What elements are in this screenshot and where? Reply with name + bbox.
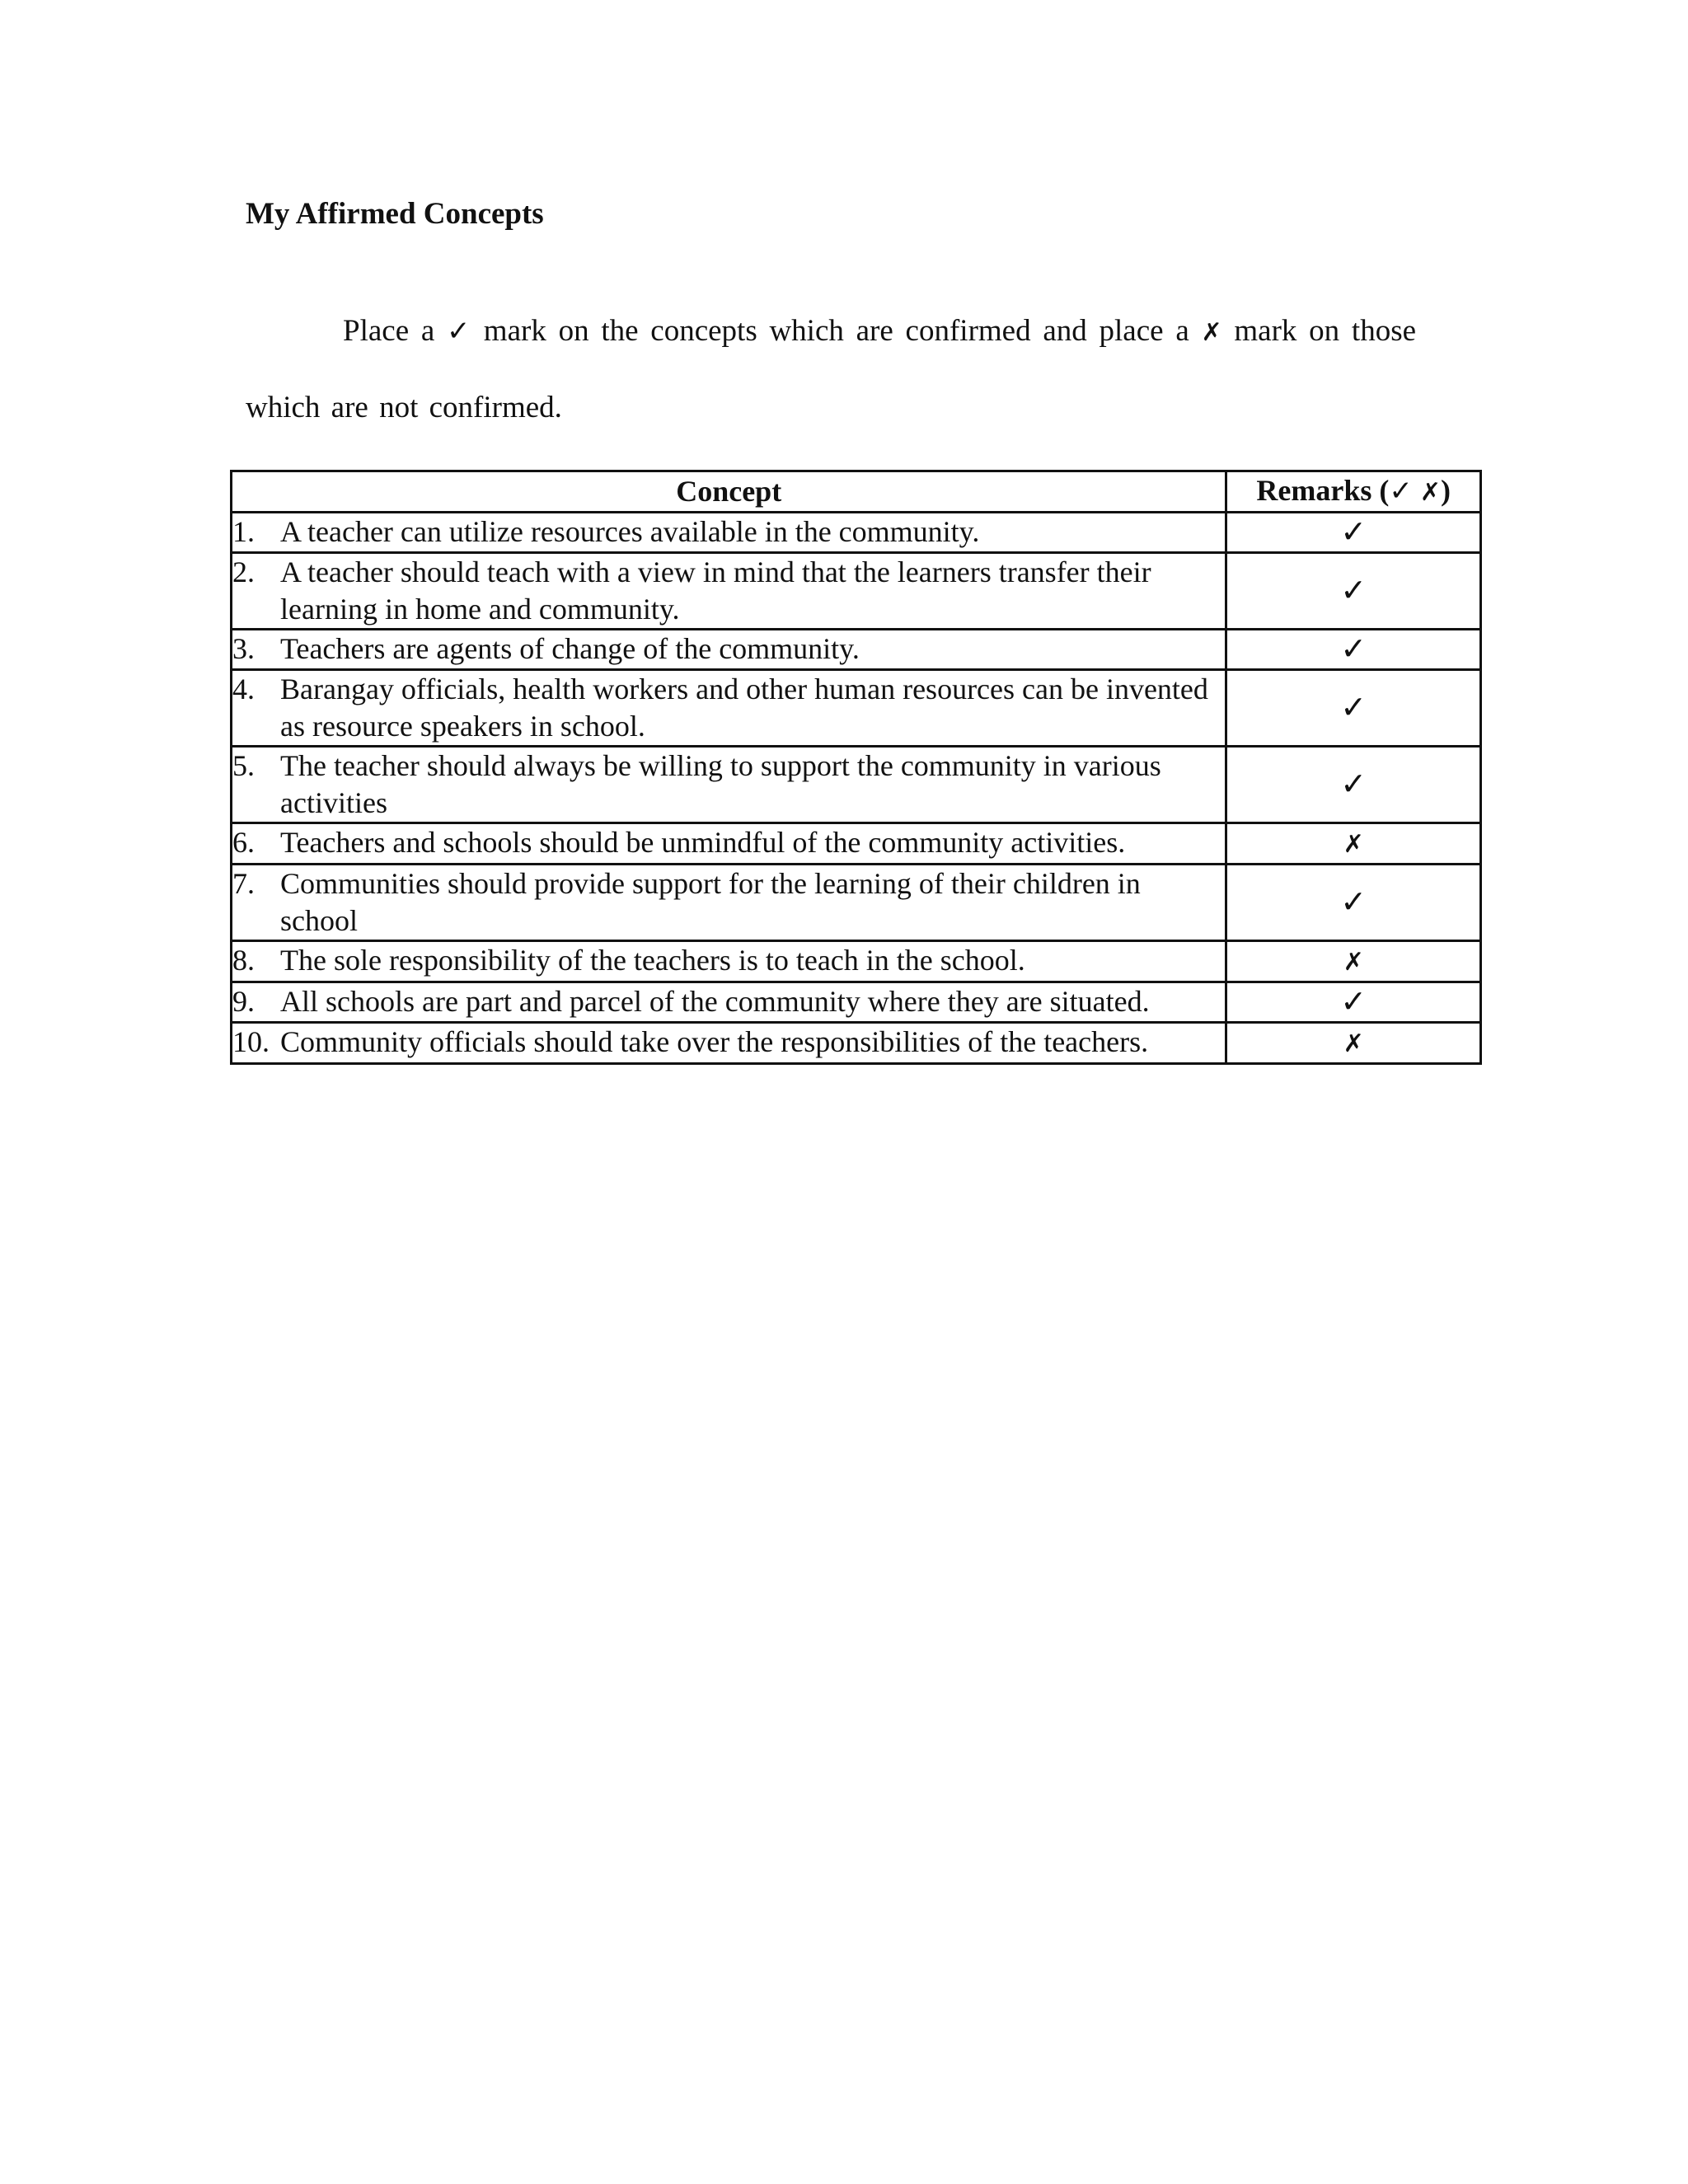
concept-cell <box>232 982 1226 1023</box>
table-row <box>232 747 1481 823</box>
concept-number: 3. <box>232 632 255 665</box>
instruction-text-2: mark on the concepts which are confirmed and place a <box>483 314 1189 348</box>
concept-text: The teacher should always be willing to support the community in various activities <box>280 749 1161 819</box>
remark-cell <box>1226 941 1481 982</box>
cross-mark-icon: ✗ <box>1201 318 1222 347</box>
check-mark-icon: ✓ <box>1340 983 1367 1019</box>
concept-number: 1. <box>232 515 255 548</box>
instruction-text-3: mark on those which are not confirmed. <box>246 314 1417 424</box>
concept-item <box>232 824 1225 861</box>
concept-column-header: Concept <box>232 471 1226 513</box>
check-mark-icon: ✓ <box>1340 766 1367 802</box>
remark-cell <box>1226 865 1481 941</box>
concept-text: Teachers and schools should be unmindful of the community activities. <box>280 826 1126 859</box>
concept-number: 7. <box>232 867 255 900</box>
table-row <box>232 941 1481 982</box>
instructions-paragraph <box>246 293 1416 445</box>
check-mark-icon: ✓ <box>1340 572 1367 608</box>
check-mark-icon: ✓ <box>447 315 472 348</box>
remark-cell <box>1226 630 1481 670</box>
concept-cell <box>232 1023 1226 1064</box>
table-row <box>232 553 1481 630</box>
check-mark-icon: ✓ <box>1389 475 1413 508</box>
concept-number: 9. <box>232 985 255 1018</box>
concept-cell <box>232 670 1226 747</box>
concept-cell <box>232 630 1226 670</box>
concept-item <box>232 983 1225 1020</box>
concept-item <box>232 942 1225 979</box>
table-row <box>232 823 1481 865</box>
concept-item <box>232 630 1225 668</box>
concept-cell <box>232 553 1226 630</box>
concept-text: All schools are part and parcel of the community where they are situated. <box>280 985 1150 1018</box>
cross-mark-icon: ✗ <box>1343 1029 1364 1058</box>
concept-item <box>232 1024 1225 1061</box>
concept-cell <box>232 941 1226 982</box>
table-header-row <box>232 471 1481 513</box>
cross-mark-icon: ✗ <box>1419 478 1441 507</box>
concept-number: 2. <box>232 555 255 588</box>
concept-cell <box>232 513 1226 553</box>
concept-item <box>232 671 1225 745</box>
remark-cell <box>1226 823 1481 865</box>
remarks-header-label: Remarks ( <box>1256 474 1390 507</box>
remark-cell <box>1226 670 1481 747</box>
concept-number: 10. <box>232 1025 270 1058</box>
concepts-table <box>230 470 1482 1065</box>
concept-number: 6. <box>232 826 255 859</box>
concept-item <box>232 513 1225 551</box>
concept-cell <box>232 747 1226 823</box>
check-mark-icon: ✓ <box>1340 513 1367 550</box>
remark-cell <box>1226 513 1481 553</box>
concept-text: A teacher should teach with a view in mind that the learners transfer their learning in home and community. <box>280 555 1151 626</box>
remark-cell <box>1226 1023 1481 1064</box>
concept-text: The sole responsibility of the teachers is to teach in the school. <box>280 944 1025 977</box>
concept-number: 4. <box>232 673 255 705</box>
table-row <box>232 865 1481 941</box>
concept-cell <box>232 865 1226 941</box>
check-mark-icon: ✓ <box>1340 883 1367 920</box>
concept-text: Barangay officials, health workers and other human resources can be invented as resource speakers in school. <box>280 673 1208 743</box>
remarks-header-close: ) <box>1441 474 1451 507</box>
remark-cell <box>1226 553 1481 630</box>
table-row <box>232 630 1481 670</box>
concept-item <box>232 748 1225 822</box>
cross-mark-icon: ✗ <box>1343 948 1364 977</box>
instruction-text-1: Place a <box>343 314 435 348</box>
remark-cell <box>1226 747 1481 823</box>
concept-number: 8. <box>232 944 255 977</box>
concept-cell <box>232 823 1226 865</box>
table-row <box>232 982 1481 1023</box>
remark-cell <box>1226 982 1481 1023</box>
table-row <box>232 513 1481 553</box>
concept-item <box>232 554 1225 628</box>
concept-text: Community officials should take over the responsibilities of the teachers. <box>280 1025 1149 1058</box>
remarks-column-header <box>1226 471 1481 513</box>
table-row <box>232 670 1481 747</box>
concept-item <box>232 865 1225 940</box>
cross-mark-icon: ✗ <box>1343 830 1364 859</box>
table-row <box>232 1023 1481 1064</box>
concept-text: A teacher can utilize resources available in the community. <box>280 515 980 548</box>
page-title: My Affirmed Concepts <box>246 197 544 231</box>
concept-text: Teachers are agents of change of the community. <box>280 632 860 665</box>
concept-text: Communities should provide support for the learning of their children in school <box>280 867 1141 937</box>
check-mark-icon: ✓ <box>1340 689 1367 725</box>
check-mark-icon: ✓ <box>1340 630 1367 667</box>
concept-number: 5. <box>232 749 255 782</box>
